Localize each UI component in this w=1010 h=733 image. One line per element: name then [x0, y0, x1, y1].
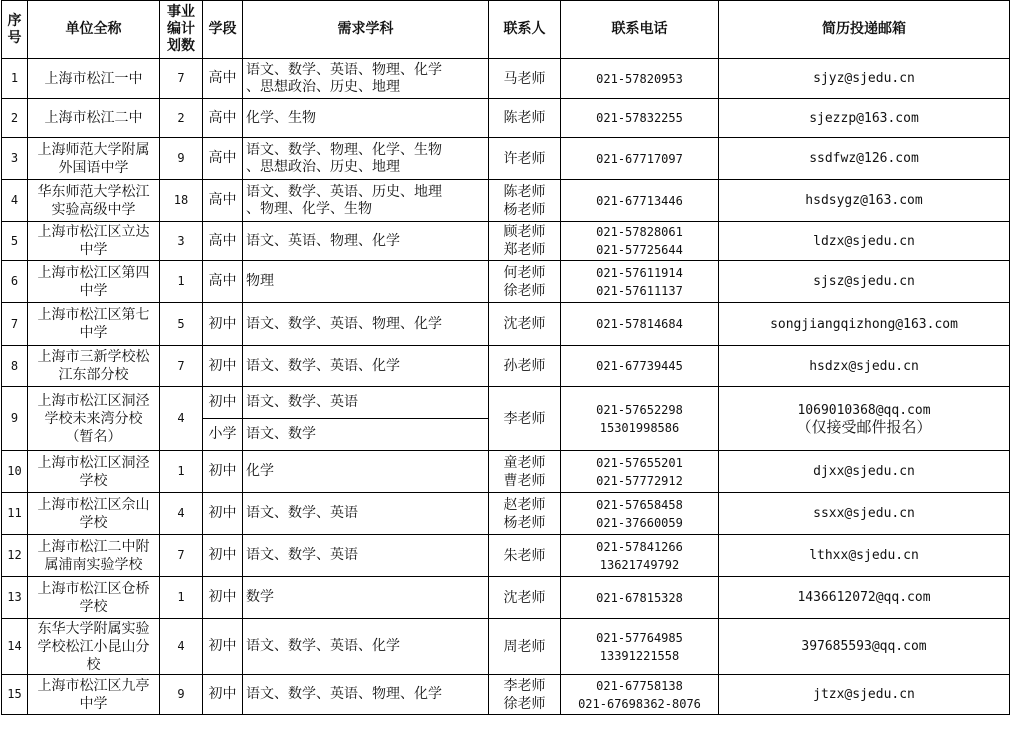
unit-name: 华东师范大学松江 实验高级中学 [28, 180, 160, 222]
table-row [2, 577, 1010, 619]
email-address: djxx@sjedu.cn [813, 464, 915, 479]
subjects: 语文、数学、英语 [243, 387, 489, 419]
contact-phone: 021-57828061 021-57725644 [561, 222, 719, 261]
subjects: 语文、数学、英语、物理、化学 [243, 303, 489, 346]
email-address: ssxx@sjedu.cn [813, 506, 915, 521]
unit-name: 上海市松江二中 [28, 99, 160, 138]
contact-person: 顾老师 郑老师 [489, 222, 561, 261]
header-quota: 事业 编计 划数 [160, 1, 203, 59]
unit-name: 上海师范大学附属 外国语中学 [28, 138, 160, 180]
subjects: 语文、数学 [243, 419, 489, 451]
row-index: 5 [2, 222, 28, 261]
header-index: 序 号 [2, 1, 28, 59]
row-index: 15 [2, 675, 28, 715]
row-index: 2 [2, 99, 28, 138]
table-row [2, 180, 1010, 222]
contact-person: 童老师 曹老师 [489, 451, 561, 493]
resume-email [719, 138, 1010, 180]
quota-count: 1 [160, 261, 203, 303]
contact-phone: 021-67758138 021-67698362-8076 [561, 675, 719, 715]
quota-count: 7 [160, 346, 203, 387]
row-index: 8 [2, 346, 28, 387]
unit-name: 上海市松江区洞泾 学校未来湾分校 （暂名） [28, 387, 160, 451]
subjects: 语文、英语、物理、化学 [243, 222, 489, 261]
header-subjects: 需求学科 [243, 1, 489, 59]
quota-count: 9 [160, 138, 203, 180]
header-email: 简历投递邮箱 [719, 1, 1010, 59]
header-row [2, 1, 1010, 59]
unit-name: 上海市松江区立达 中学 [28, 222, 160, 261]
unit-name: 上海市松江区九亭 中学 [28, 675, 160, 715]
header-unit: 单位全称 [28, 1, 160, 59]
unit-name: 上海市松江区洞泾 学校 [28, 451, 160, 493]
contact-person: 朱老师 [489, 535, 561, 577]
row-index: 9 [2, 387, 28, 451]
stage: 小学 [203, 419, 243, 451]
table-row [2, 619, 1010, 675]
row-index: 7 [2, 303, 28, 346]
unit-name: 上海市三新学校松 江东部分校 [28, 346, 160, 387]
stage: 高中 [203, 180, 243, 222]
row-index: 13 [2, 577, 28, 619]
unit-name: 上海市松江区佘山 学校 [28, 493, 160, 535]
resume-email [719, 675, 1010, 715]
quota-count: 4 [160, 387, 203, 451]
email-address: ssdfwz@126.com [809, 151, 919, 166]
email-address: lthxx@sjedu.cn [809, 548, 919, 563]
subjects: 语文、数学、物理、化学、生物 、思想政治、历史、地理 [243, 138, 489, 180]
quota-count: 4 [160, 619, 203, 675]
email-address: sjsz@sjedu.cn [813, 274, 915, 289]
contact-person: 孙老师 [489, 346, 561, 387]
contact-person: 沈老师 [489, 303, 561, 346]
contact-phone: 021-57764985 13391221558 [561, 619, 719, 675]
resume-email [719, 535, 1010, 577]
email-address: sjezzp@163.com [809, 110, 919, 126]
table-row [2, 535, 1010, 577]
contact-person: 赵老师 杨老师 [489, 493, 561, 535]
unit-name: 东华大学附属实验 学校松江小昆山分 校 [28, 619, 160, 675]
contact-phone: 021-57652298 15301998586 [561, 387, 719, 451]
contact-phone: 021-57658458 021-37660059 [561, 493, 719, 535]
row-index: 3 [2, 138, 28, 180]
contact-person: 许老师 [489, 138, 561, 180]
contact-phone: 021-57611914 021-57611137 [561, 261, 719, 303]
quota-count: 5 [160, 303, 203, 346]
subjects: 数学 [243, 577, 489, 619]
stage: 初中 [203, 346, 243, 387]
quota-count: 7 [160, 535, 203, 577]
table-row [2, 99, 1010, 138]
resume-email [719, 99, 1010, 138]
subjects: 化学、生物 [243, 99, 489, 138]
table-row [2, 451, 1010, 493]
resume-email [719, 303, 1010, 346]
subjects: 语文、数学、英语、物理、化学 [243, 675, 489, 715]
stage: 高中 [203, 59, 243, 99]
stage: 初中 [203, 451, 243, 493]
table-row [2, 261, 1010, 303]
table-body [2, 59, 1010, 715]
contact-phone: 021-57655201 021-57772912 [561, 451, 719, 493]
contact-phone: 021-67713446 [561, 180, 719, 222]
table-row [2, 675, 1010, 715]
quota-count: 18 [160, 180, 203, 222]
table-row [2, 138, 1010, 180]
resume-email [719, 261, 1010, 303]
contact-phone: 021-67739445 [561, 346, 719, 387]
contact-person: 周老师 [489, 619, 561, 675]
quota-count: 2 [160, 99, 203, 138]
resume-email [719, 619, 1010, 675]
contact-person: 马老师 [489, 59, 561, 99]
contact-phone: 021-57841266 13621749792 [561, 535, 719, 577]
quota-count: 7 [160, 59, 203, 99]
row-index: 12 [2, 535, 28, 577]
email-address: jtzx@sjedu.cn [813, 687, 915, 702]
contact-person: 李老师 徐老师 [489, 675, 561, 715]
email-address: 397685593@qq.com [801, 639, 927, 654]
subjects: 语文、数学、英语、历史、地理 、物理、化学、生物 [243, 180, 489, 222]
stage: 初中 [203, 577, 243, 619]
contact-phone: 021-57820953 [561, 59, 719, 99]
resume-email [719, 59, 1010, 99]
contact-person: 陈老师 [489, 99, 561, 138]
row-index: 14 [2, 619, 28, 675]
stage: 初中 [203, 619, 243, 675]
stage: 高中 [203, 261, 243, 303]
resume-email [719, 387, 1010, 451]
subjects: 语文、数学、英语、化学 [243, 346, 489, 387]
email-address: songjiangqizhong@163.com [770, 316, 958, 332]
contact-phone: 021-67717097 [561, 138, 719, 180]
email-address: ldzx@sjedu.cn [813, 233, 915, 249]
table-row [2, 303, 1010, 346]
quota-count: 1 [160, 451, 203, 493]
quota-count: 4 [160, 493, 203, 535]
quota-count: 3 [160, 222, 203, 261]
resume-email [719, 180, 1010, 222]
contact-phone: 021-57814684 [561, 303, 719, 346]
unit-name: 上海市松江区仓桥 学校 [28, 577, 160, 619]
subjects: 语文、数学、英语 [243, 493, 489, 535]
stage: 高中 [203, 99, 243, 138]
stage: 高中 [203, 138, 243, 180]
header-contact: 联系人 [489, 1, 561, 59]
stage: 高中 [203, 222, 243, 261]
unit-name: 上海市松江二中附 属浦南实验学校 [28, 535, 160, 577]
row-index: 4 [2, 180, 28, 222]
email-address: hsdsygz@163.com [805, 193, 923, 208]
table-row [2, 346, 1010, 387]
subjects: 物理 [243, 261, 489, 303]
row-index: 6 [2, 261, 28, 303]
contact-phone: 021-67815328 [561, 577, 719, 619]
email-address: sjyz@sjedu.cn [813, 71, 915, 86]
resume-email [719, 222, 1010, 261]
row-index: 11 [2, 493, 28, 535]
stage: 初中 [203, 535, 243, 577]
contact-person: 沈老师 [489, 577, 561, 619]
table-row [2, 493, 1010, 535]
resume-email [719, 451, 1010, 493]
header-phone: 联系电话 [561, 1, 719, 59]
subjects: 语文、数学、英语 [243, 535, 489, 577]
unit-name: 上海市松江区第七 中学 [28, 303, 160, 346]
subjects: 语文、数学、英语、物理、化学 、思想政治、历史、地理 [243, 59, 489, 99]
subjects: 语文、数学、英语、化学 [243, 619, 489, 675]
unit-name: 上海市松江一中 [28, 59, 160, 99]
quota-count: 1 [160, 577, 203, 619]
row-index: 10 [2, 451, 28, 493]
resume-email [719, 493, 1010, 535]
stage: 初中 [203, 675, 243, 715]
row-index: 1 [2, 59, 28, 99]
contact-phone: 021-57832255 [561, 99, 719, 138]
table-row [2, 59, 1010, 99]
stage: 初中 [203, 303, 243, 346]
contact-person: 李老师 [489, 387, 561, 451]
recruitment-table [1, 0, 1010, 715]
resume-email [719, 577, 1010, 619]
contact-person: 陈老师 杨老师 [489, 180, 561, 222]
contact-person: 何老师 徐老师 [489, 261, 561, 303]
subjects: 化学 [243, 451, 489, 493]
stage: 初中 [203, 493, 243, 535]
resume-email [719, 346, 1010, 387]
stage: 初中 [203, 387, 243, 419]
table-row [2, 387, 1010, 419]
table-row [2, 222, 1010, 261]
email-address: 1069010368@qq.com [797, 402, 931, 418]
unit-name: 上海市松江区第四 中学 [28, 261, 160, 303]
email-address: 1436612072@qq.com [797, 590, 931, 605]
email-address: hsdzx@sjedu.cn [809, 358, 919, 374]
quota-count: 9 [160, 675, 203, 715]
email-note: （仅接受邮件报名） [796, 417, 932, 436]
header-stage: 学段 [203, 1, 243, 59]
